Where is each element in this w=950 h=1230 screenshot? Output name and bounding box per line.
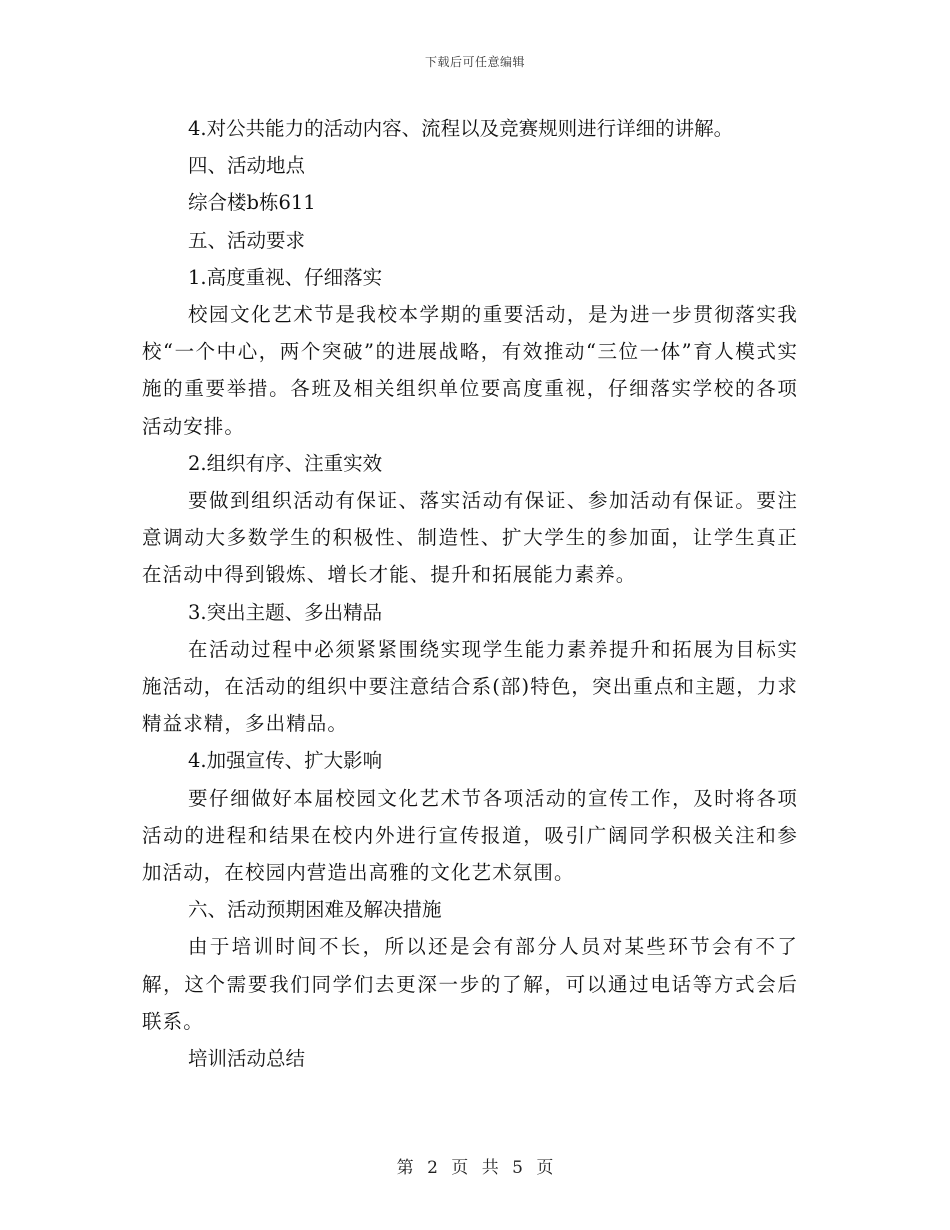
paragraph-2: 要做到组织活动有保证、落实活动有保证、参加活动有保证。要注意调动大多数学生的积极性、制造性、扩大学生的参加面，让学生真正在活动中得到锻炼、增长才能、提升和拓展能力素养。 <box>142 489 798 587</box>
paragraph-5: 由于培训时间不长，所以还是会有部分人员对某些环节会有不了解，这个需要我们同学们去更深一步的了解，可以通过电话等方式会后联系。 <box>142 935 798 1033</box>
paragraph-3: 在活动过程中必须紧紧围绕实现学生能力素养提升和拓展为目标实施活动，在活动的组织中要注意结合系(部)特色，突出重点和主题，力求精益求精，多出精品。 <box>142 637 799 736</box>
section-heading-summary: 培训活动总结 <box>188 1047 306 1071</box>
subheading-1: 1.高度重视、仔细落实 <box>188 265 383 289</box>
section-heading-requirements: 五、活动要求 <box>188 228 306 252</box>
paragraph-1: 校园文化艺术节是我校本学期的重要活动，是为进一步贯彻落实我校“一个中心，两个突破”的进展战略，有效推动“三位一体”育人模式实施的重要举措。各班及相关组织单位要高度重视，仔细落实学校的各项活动安排。 <box>142 303 798 438</box>
subheading-3: 3.突出主题、多出精品 <box>188 600 383 624</box>
page-number-footer: 第 2 页 共 5 页 <box>396 1158 554 1178</box>
document-body <box>142 110 798 1077</box>
list-item-4-explanation: 4.对公共能力的活动内容、流程以及竞赛规则进行详细的讲解。 <box>188 117 734 140</box>
location-text: 综合楼b栋611 <box>188 191 316 215</box>
subheading-4: 4.加强宣传、扩大影响 <box>188 749 383 773</box>
paragraph-4: 要仔细做好本届校园文化艺术节各项活动的宣传工作，及时将各项活动的进程和结果在校内外进行宣传报道，吸引广阔同学积极关注和参加活动，在校园内营造出高雅的文化艺术氛围。 <box>142 786 798 885</box>
section-heading-location: 四、活动地点 <box>188 154 306 178</box>
subheading-2: 2.组织有序、注重实效 <box>188 451 383 475</box>
section-heading-difficulties: 六、活动预期困难及解决措施 <box>188 898 442 922</box>
header-note: 下载后可任意编辑 <box>424 55 525 69</box>
